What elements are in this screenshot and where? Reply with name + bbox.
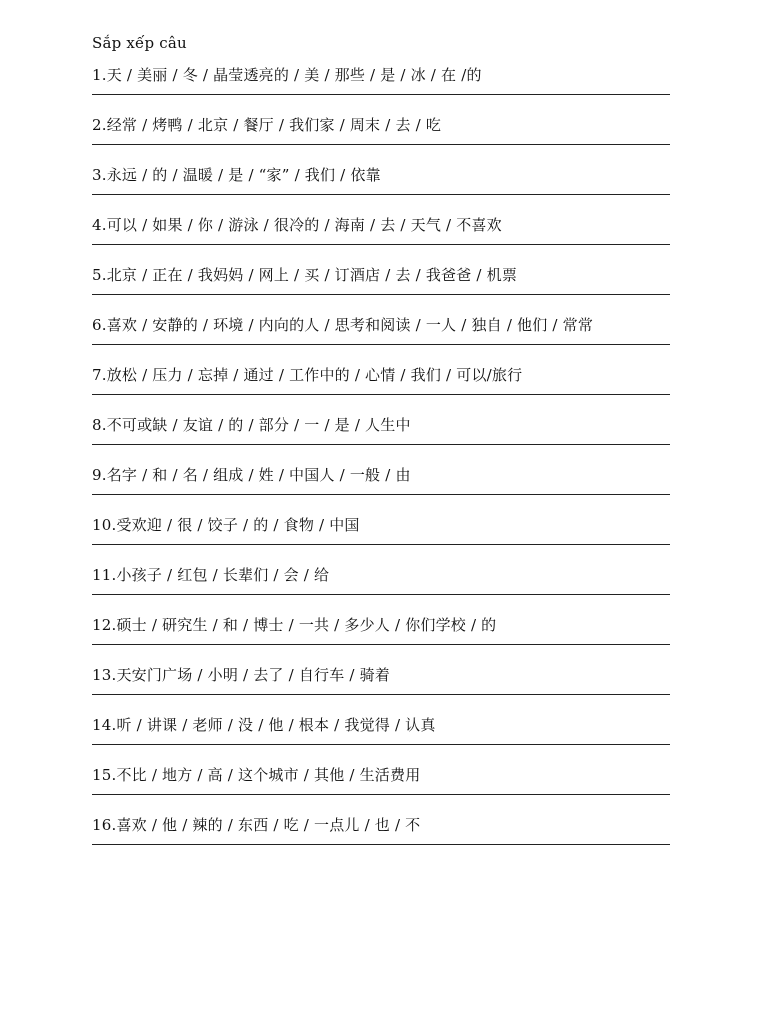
question-text: 11.小孩子 / 红包 / 长辈们 / 会 / 给 xyxy=(92,566,330,584)
question-item-6 xyxy=(92,312,672,345)
question-item-10 xyxy=(92,512,672,545)
question-text: 3.永远 / 的 / 温暖 / 是 / “家” / 我们 / 依靠 xyxy=(92,166,381,184)
question-text: 4.可以 / 如果 / 你 / 游泳 / 很冷的 / 海南 / 去 / 天气 / 不喜欢 xyxy=(92,216,502,234)
question-item-11 xyxy=(92,562,672,595)
answer-line xyxy=(92,794,670,795)
question-text: 7.放松 / 压力 / 忘掉 / 通过 / 工作中的 / 心情 / 我们 / 可以/旅行 xyxy=(92,366,523,384)
question-item-7 xyxy=(92,362,672,395)
answer-line xyxy=(92,194,670,195)
question-item-12 xyxy=(92,612,672,645)
answer-line xyxy=(92,594,670,595)
question-item-1 xyxy=(92,62,672,95)
question-item-16 xyxy=(92,812,672,845)
answer-line xyxy=(92,94,670,95)
answer-line xyxy=(92,744,670,745)
answer-line xyxy=(92,694,670,695)
worksheet-title: Sắp xếp câu xyxy=(92,34,187,52)
question-text: 10.受欢迎 / 很 / 饺子 / 的 / 食物 / 中国 xyxy=(92,516,360,534)
question-text: 1.天 / 美丽 / 冬 / 晶莹透亮的 / 美 / 那些 / 是 / 冰 / 在 /的 xyxy=(92,66,482,84)
question-item-9 xyxy=(92,462,672,495)
question-item-15 xyxy=(92,762,672,795)
answer-line xyxy=(92,144,670,145)
question-text: 9.名字 / 和 / 名 / 组成 / 姓 / 中国人 / 一般 / 由 xyxy=(92,466,411,484)
question-item-14 xyxy=(92,712,672,745)
question-text: 16.喜欢 / 他 / 辣的 / 东西 / 吃 / 一点儿 / 也 / 不 xyxy=(92,816,421,834)
answer-line xyxy=(92,644,670,645)
question-item-8 xyxy=(92,412,672,445)
question-text: 14.听 / 讲课 / 老师 / 没 / 他 / 根本 / 我觉得 / 认真 xyxy=(92,716,436,734)
answer-line xyxy=(92,394,670,395)
question-item-2 xyxy=(92,112,672,145)
answer-line xyxy=(92,844,670,845)
question-list xyxy=(92,62,672,845)
question-item-4 xyxy=(92,212,672,245)
answer-line xyxy=(92,444,670,445)
answer-line xyxy=(92,544,670,545)
worksheet-page xyxy=(92,32,672,862)
question-text: 6.喜欢 / 安静的 / 环境 / 内向的人 / 思考和阅读 / 一人 / 独自 / 他们 / 常常 xyxy=(92,316,594,334)
answer-line xyxy=(92,244,670,245)
question-item-3 xyxy=(92,162,672,195)
question-item-5 xyxy=(92,262,672,295)
question-text: 15.不比 / 地方 / 高 / 这个城市 / 其他 / 生活费用 xyxy=(92,766,421,784)
question-text: 8.不可或缺 / 友谊 / 的 / 部分 / 一 / 是 / 人生中 xyxy=(92,416,411,434)
question-text: 2.经常 / 烤鸭 / 北京 / 餐厅 / 我们家 / 周末 / 去 / 吃 xyxy=(92,116,442,134)
question-text: 5.北京 / 正在 / 我妈妈 / 网上 / 买 / 订酒店 / 去 / 我爸爸 / 机票 xyxy=(92,266,518,284)
question-text: 13.天安门广场 / 小明 / 去了 / 自行车 / 骑着 xyxy=(92,666,391,684)
answer-line xyxy=(92,294,670,295)
answer-line xyxy=(92,344,670,345)
question-item-13 xyxy=(92,662,672,695)
question-text: 12.硕士 / 研究生 / 和 / 博士 / 一共 / 多少人 / 你们学校 / 的 xyxy=(92,616,497,634)
answer-line xyxy=(92,494,670,495)
